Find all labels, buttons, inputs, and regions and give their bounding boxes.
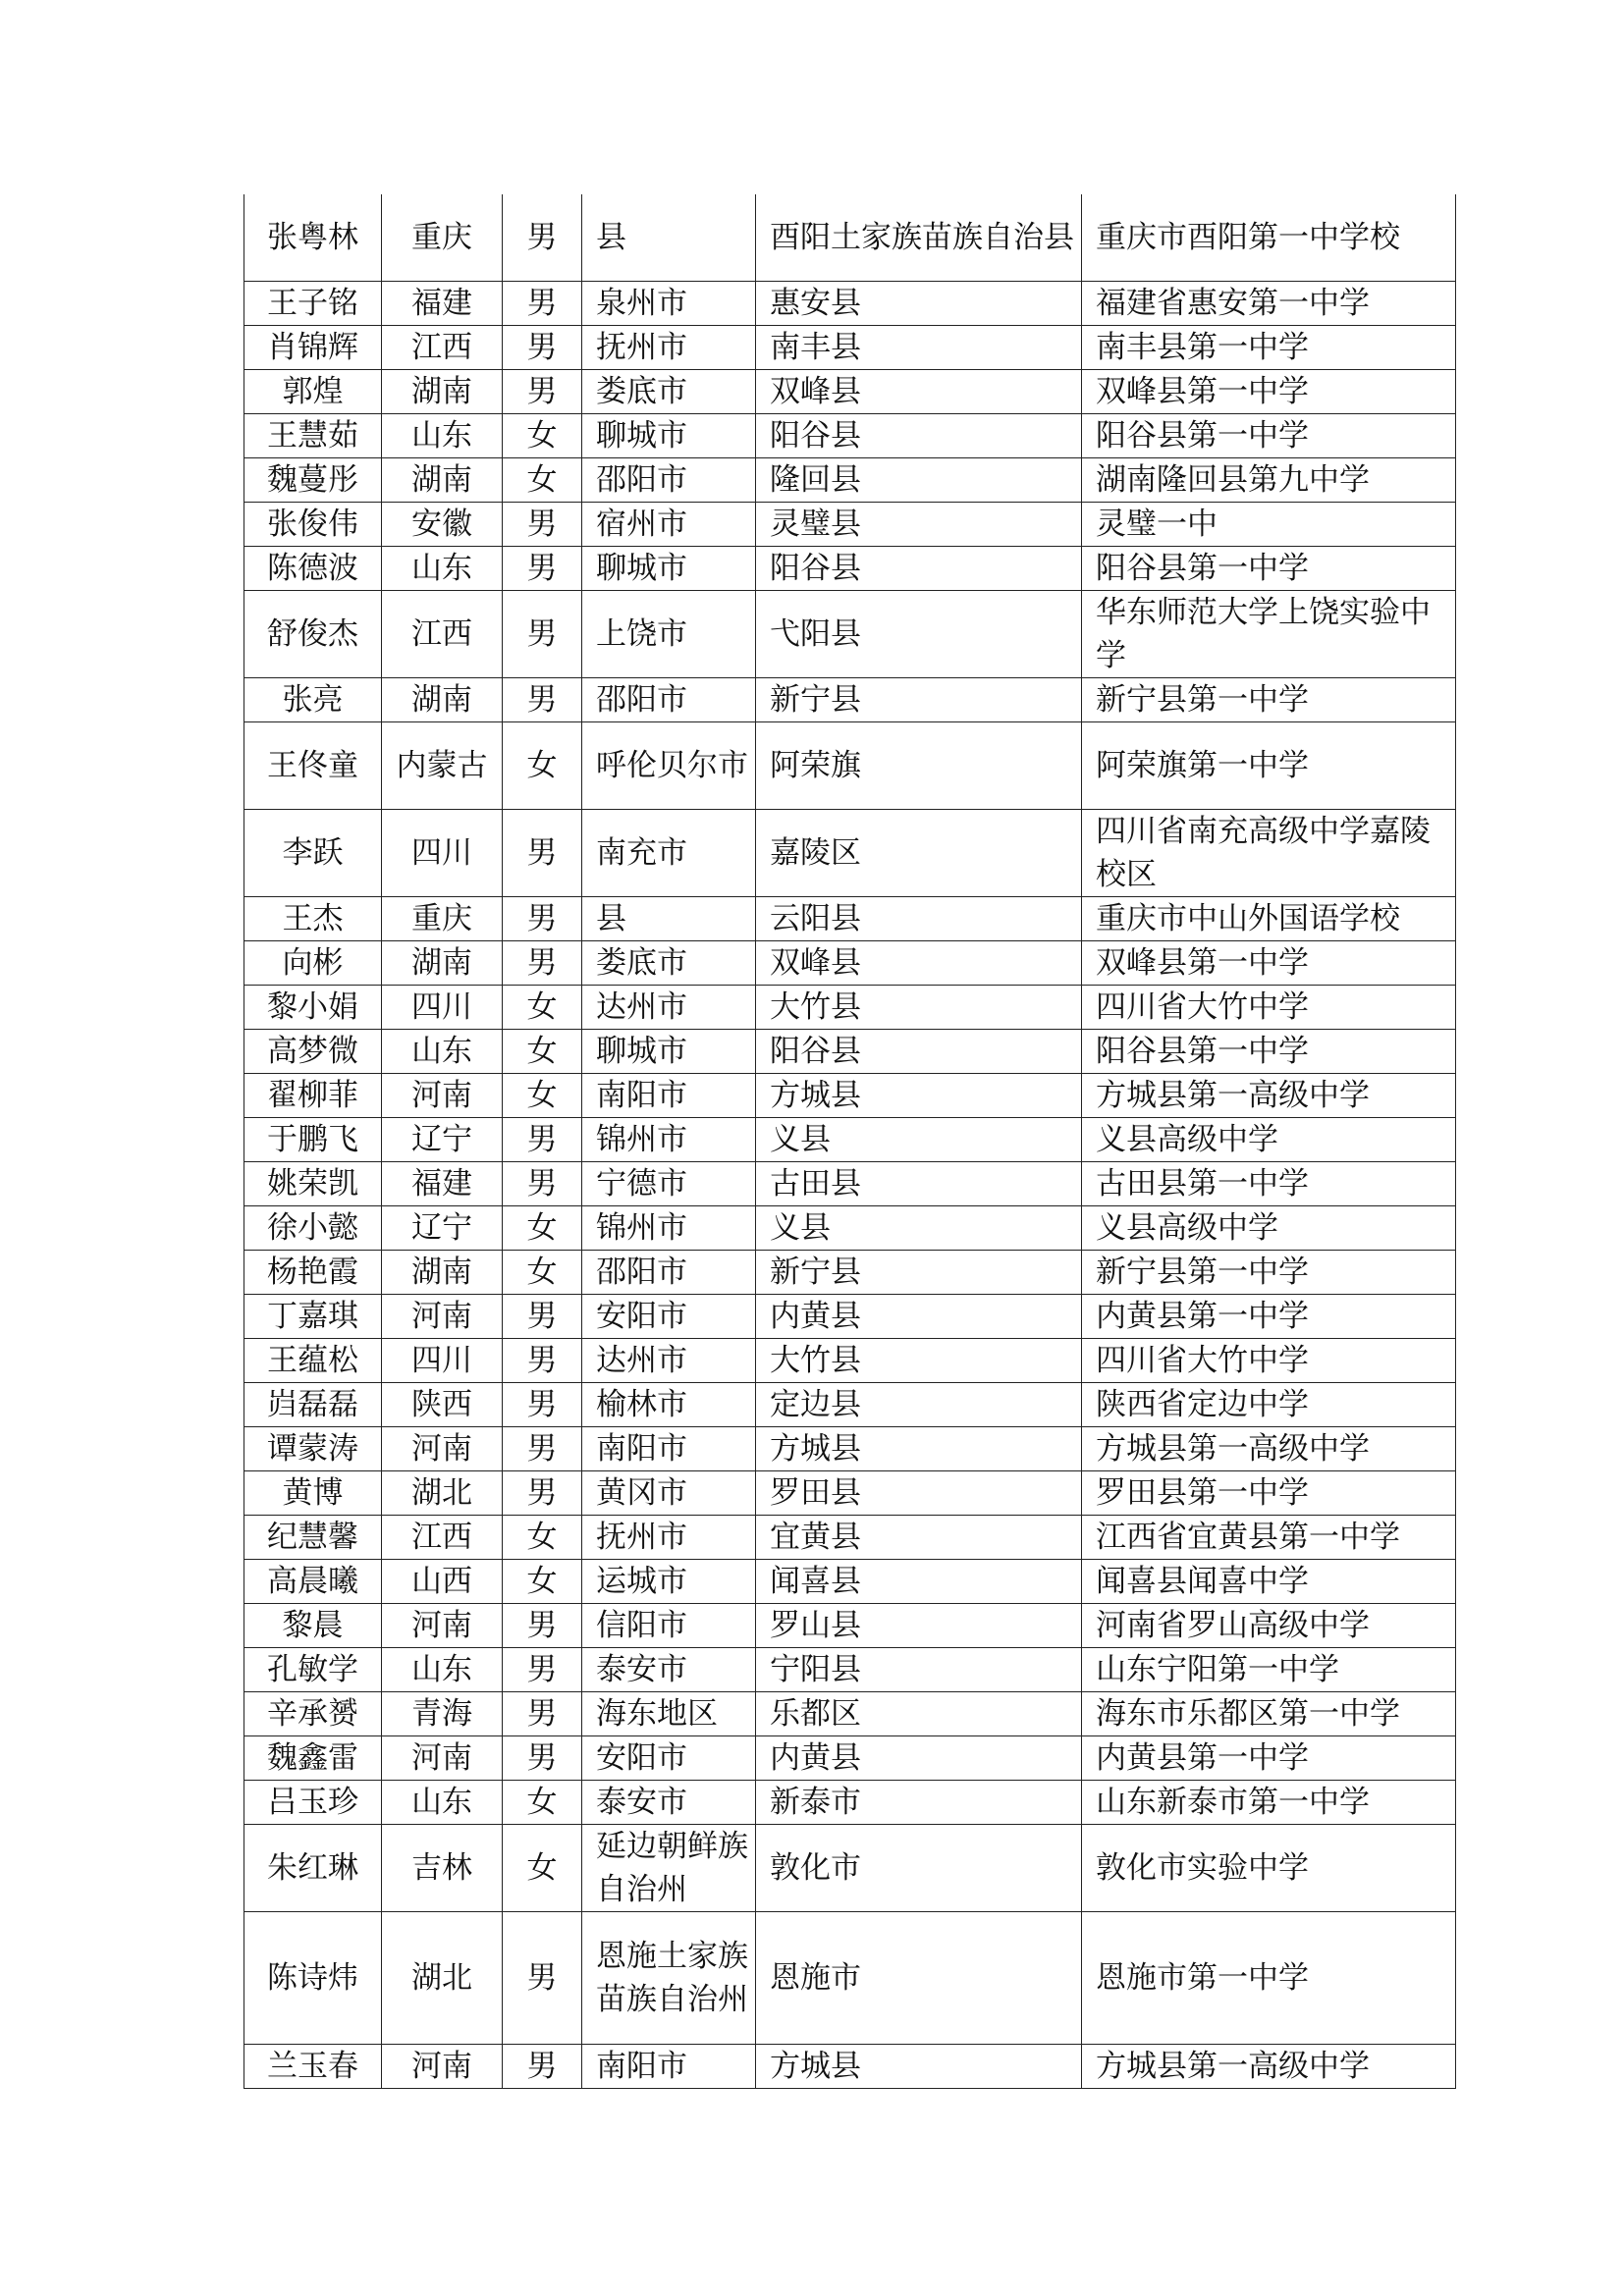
name-cell: 王子铭 [244, 282, 382, 326]
county-cell: 新泰市 [756, 1781, 1082, 1825]
county-cell: 阳谷县 [756, 547, 1082, 591]
school-cell: 阳谷县第一中学 [1082, 414, 1456, 458]
school-cell: 阳谷县第一中学 [1082, 1030, 1456, 1074]
city-cell: 邵阳市 [582, 678, 756, 722]
school-cell: 河南省罗山高级中学 [1082, 1604, 1456, 1648]
school-cell: 陕西省定边中学 [1082, 1383, 1456, 1427]
gender-cell: 男 [503, 678, 582, 722]
school-cell: 方城县第一高级中学 [1082, 2045, 1456, 2089]
county-cell: 恩施市 [756, 1912, 1082, 2045]
province-cell: 山东 [382, 1648, 503, 1692]
province-cell: 湖南 [382, 1251, 503, 1295]
table-row [244, 1912, 1456, 2045]
city-cell: 延边朝鲜族自治州 [582, 1825, 756, 1912]
province-cell: 安徽 [382, 503, 503, 547]
county-cell: 乐都区 [756, 1692, 1082, 1736]
name-cell: 杨艳霞 [244, 1251, 382, 1295]
gender-cell: 男 [503, 810, 582, 897]
gender-cell: 女 [503, 1074, 582, 1118]
name-cell: 郭煌 [244, 370, 382, 414]
gender-cell: 女 [503, 722, 582, 810]
province-cell: 吉林 [382, 1825, 503, 1912]
province-cell: 河南 [382, 1295, 503, 1339]
school-cell: 方城县第一高级中学 [1082, 1074, 1456, 1118]
school-cell: 内黄县第一中学 [1082, 1295, 1456, 1339]
table-row [244, 810, 1456, 897]
city-cell: 聊城市 [582, 414, 756, 458]
gender-cell: 女 [503, 414, 582, 458]
county-cell: 阳谷县 [756, 414, 1082, 458]
name-cell: 兰玉春 [244, 2045, 382, 2089]
name-cell: 黎小娟 [244, 986, 382, 1030]
province-cell: 青海 [382, 1692, 503, 1736]
name-cell: 谭蒙涛 [244, 1427, 382, 1471]
table-row [244, 1516, 1456, 1560]
gender-cell: 男 [503, 282, 582, 326]
table-row [244, 1251, 1456, 1295]
province-cell: 湖北 [382, 1471, 503, 1516]
school-cell: 重庆市中山外国语学校 [1082, 897, 1456, 941]
province-cell: 江西 [382, 591, 503, 678]
table-row [244, 1825, 1456, 1912]
gender-cell: 女 [503, 986, 582, 1030]
city-cell: 达州市 [582, 1339, 756, 1383]
county-cell: 闻喜县 [756, 1560, 1082, 1604]
name-cell: 陈德波 [244, 547, 382, 591]
county-cell: 双峰县 [756, 941, 1082, 986]
province-cell: 山西 [382, 1560, 503, 1604]
gender-cell: 男 [503, 1118, 582, 1162]
county-cell: 大竹县 [756, 1339, 1082, 1383]
name-cell: 王杰 [244, 897, 382, 941]
county-cell: 方城县 [756, 2045, 1082, 2089]
gender-cell: 男 [503, 897, 582, 941]
city-cell: 泰安市 [582, 1648, 756, 1692]
city-cell: 县 [582, 194, 756, 282]
city-cell: 信阳市 [582, 1604, 756, 1648]
table-row [244, 370, 1456, 414]
school-cell: 恩施市第一中学 [1082, 1912, 1456, 2045]
school-cell: 四川省大竹中学 [1082, 1339, 1456, 1383]
province-cell: 辽宁 [382, 1118, 503, 1162]
table-body [244, 194, 1456, 2089]
province-cell: 湖南 [382, 941, 503, 986]
table-row [244, 897, 1456, 941]
gender-cell: 男 [503, 194, 582, 282]
gender-cell: 男 [503, 503, 582, 547]
table-row [244, 1206, 1456, 1251]
gender-cell: 男 [503, 1912, 582, 2045]
school-cell: 阿荣旗第一中学 [1082, 722, 1456, 810]
name-cell: 向彬 [244, 941, 382, 986]
county-cell: 隆回县 [756, 458, 1082, 503]
gender-cell: 男 [503, 1383, 582, 1427]
table-row [244, 1648, 1456, 1692]
name-cell: 张俊伟 [244, 503, 382, 547]
table-row [244, 1604, 1456, 1648]
city-cell: 锦州市 [582, 1206, 756, 1251]
table-row [244, 1295, 1456, 1339]
table-row [244, 1383, 1456, 1427]
gender-cell: 男 [503, 1427, 582, 1471]
city-cell: 运城市 [582, 1560, 756, 1604]
name-cell: 丁嘉琪 [244, 1295, 382, 1339]
name-cell: 魏蔓彤 [244, 458, 382, 503]
province-cell: 山东 [382, 414, 503, 458]
province-cell: 江西 [382, 1516, 503, 1560]
name-cell: 魏鑫雷 [244, 1736, 382, 1781]
city-cell: 聊城市 [582, 547, 756, 591]
school-cell: 罗田县第一中学 [1082, 1471, 1456, 1516]
province-cell: 湖南 [382, 678, 503, 722]
name-cell: 辛承赟 [244, 1692, 382, 1736]
gender-cell: 男 [503, 591, 582, 678]
name-cell: 孔敏学 [244, 1648, 382, 1692]
province-cell: 江西 [382, 326, 503, 370]
county-cell: 宁阳县 [756, 1648, 1082, 1692]
county-cell: 阳谷县 [756, 1030, 1082, 1074]
county-cell: 定边县 [756, 1383, 1082, 1427]
gender-cell: 女 [503, 1030, 582, 1074]
school-cell: 山东新泰市第一中学 [1082, 1781, 1456, 1825]
city-cell: 宿州市 [582, 503, 756, 547]
name-cell: 朱红琳 [244, 1825, 382, 1912]
table-row [244, 1560, 1456, 1604]
name-cell: 徐小懿 [244, 1206, 382, 1251]
school-cell: 双峰县第一中学 [1082, 941, 1456, 986]
name-cell: 王蕴松 [244, 1339, 382, 1383]
gender-cell: 女 [503, 1206, 582, 1251]
gender-cell: 男 [503, 1471, 582, 1516]
county-cell: 南丰县 [756, 326, 1082, 370]
school-cell: 四川省南充高级中学嘉陵校区 [1082, 810, 1456, 897]
county-cell: 大竹县 [756, 986, 1082, 1030]
gender-cell: 女 [503, 1516, 582, 1560]
province-cell: 河南 [382, 1427, 503, 1471]
table-row [244, 2045, 1456, 2089]
table-row [244, 678, 1456, 722]
province-cell: 湖北 [382, 1912, 503, 2045]
table-row [244, 414, 1456, 458]
city-cell: 县 [582, 897, 756, 941]
table-row [244, 941, 1456, 986]
name-cell: 高梦微 [244, 1030, 382, 1074]
province-cell: 河南 [382, 1736, 503, 1781]
table-row [244, 722, 1456, 810]
school-cell: 四川省大竹中学 [1082, 986, 1456, 1030]
county-cell: 阿荣旗 [756, 722, 1082, 810]
table-row [244, 503, 1456, 547]
province-cell: 内蒙古 [382, 722, 503, 810]
table-row [244, 1162, 1456, 1206]
table-row [244, 1074, 1456, 1118]
name-cell: 吕玉珍 [244, 1781, 382, 1825]
name-cell: 舒俊杰 [244, 591, 382, 678]
table-row [244, 1427, 1456, 1471]
table-row [244, 1339, 1456, 1383]
table-row [244, 1781, 1456, 1825]
school-cell: 重庆市酉阳第一中学校 [1082, 194, 1456, 282]
county-cell: 弋阳县 [756, 591, 1082, 678]
city-cell: 泰安市 [582, 1781, 756, 1825]
gender-cell: 女 [503, 1560, 582, 1604]
city-cell: 安阳市 [582, 1736, 756, 1781]
name-cell: 黄博 [244, 1471, 382, 1516]
name-cell: 岿磊磊 [244, 1383, 382, 1427]
province-cell: 河南 [382, 2045, 503, 2089]
school-cell: 古田县第一中学 [1082, 1162, 1456, 1206]
name-cell: 王慧茹 [244, 414, 382, 458]
province-cell: 重庆 [382, 897, 503, 941]
county-cell: 云阳县 [756, 897, 1082, 941]
county-cell: 内黄县 [756, 1736, 1082, 1781]
county-cell: 古田县 [756, 1162, 1082, 1206]
table-row [244, 458, 1456, 503]
county-cell: 双峰县 [756, 370, 1082, 414]
school-cell: 南丰县第一中学 [1082, 326, 1456, 370]
city-cell: 宁德市 [582, 1162, 756, 1206]
city-cell: 娄底市 [582, 941, 756, 986]
name-cell: 高晨曦 [244, 1560, 382, 1604]
school-cell: 义县高级中学 [1082, 1118, 1456, 1162]
school-cell: 新宁县第一中学 [1082, 678, 1456, 722]
table-row [244, 194, 1456, 282]
table-row [244, 1736, 1456, 1781]
county-cell: 方城县 [756, 1427, 1082, 1471]
province-cell: 湖南 [382, 458, 503, 503]
name-cell: 陈诗炜 [244, 1912, 382, 2045]
name-cell: 李跃 [244, 810, 382, 897]
province-cell: 四川 [382, 810, 503, 897]
table-row [244, 986, 1456, 1030]
school-cell: 华东师范大学上饶实验中学 [1082, 591, 1456, 678]
county-cell: 新宁县 [756, 678, 1082, 722]
county-cell: 方城县 [756, 1074, 1082, 1118]
province-cell: 河南 [382, 1604, 503, 1648]
county-cell: 灵璧县 [756, 503, 1082, 547]
school-cell: 湖南隆回县第九中学 [1082, 458, 1456, 503]
gender-cell: 男 [503, 2045, 582, 2089]
city-cell: 邵阳市 [582, 458, 756, 503]
province-cell: 四川 [382, 986, 503, 1030]
county-cell: 义县 [756, 1206, 1082, 1251]
city-cell: 抚州市 [582, 326, 756, 370]
name-cell: 张粤林 [244, 194, 382, 282]
city-cell: 南充市 [582, 810, 756, 897]
name-cell: 黎晨 [244, 1604, 382, 1648]
county-cell: 新宁县 [756, 1251, 1082, 1295]
gender-cell: 男 [503, 370, 582, 414]
county-cell: 内黄县 [756, 1295, 1082, 1339]
gender-cell: 女 [503, 1251, 582, 1295]
county-cell: 宜黄县 [756, 1516, 1082, 1560]
city-cell: 锦州市 [582, 1118, 756, 1162]
school-cell: 山东宁阳第一中学 [1082, 1648, 1456, 1692]
name-cell: 姚荣凯 [244, 1162, 382, 1206]
province-cell: 湖南 [382, 370, 503, 414]
table-row [244, 1692, 1456, 1736]
name-cell: 肖锦辉 [244, 326, 382, 370]
city-cell: 海东地区 [582, 1692, 756, 1736]
table-row [244, 1471, 1456, 1516]
city-cell: 恩施土家族苗族自治州 [582, 1912, 756, 2045]
province-cell: 山东 [382, 547, 503, 591]
gender-cell: 男 [503, 547, 582, 591]
city-cell: 榆林市 [582, 1383, 756, 1427]
school-cell: 敦化市实验中学 [1082, 1825, 1456, 1912]
table-row [244, 547, 1456, 591]
school-cell: 阳谷县第一中学 [1082, 547, 1456, 591]
county-cell: 敦化市 [756, 1825, 1082, 1912]
school-cell: 义县高级中学 [1082, 1206, 1456, 1251]
gender-cell: 男 [503, 941, 582, 986]
city-cell: 安阳市 [582, 1295, 756, 1339]
gender-cell: 男 [503, 1736, 582, 1781]
school-cell: 海东市乐都区第一中学 [1082, 1692, 1456, 1736]
county-cell: 义县 [756, 1118, 1082, 1162]
gender-cell: 男 [503, 1162, 582, 1206]
city-cell: 达州市 [582, 986, 756, 1030]
county-cell: 嘉陵区 [756, 810, 1082, 897]
name-cell: 张亮 [244, 678, 382, 722]
school-cell: 福建省惠安第一中学 [1082, 282, 1456, 326]
gender-cell: 男 [503, 1604, 582, 1648]
city-cell: 邵阳市 [582, 1251, 756, 1295]
gender-cell: 男 [503, 1339, 582, 1383]
gender-cell: 男 [503, 1648, 582, 1692]
table-row [244, 326, 1456, 370]
city-cell: 聊城市 [582, 1030, 756, 1074]
county-cell: 惠安县 [756, 282, 1082, 326]
table-row [244, 282, 1456, 326]
school-cell: 双峰县第一中学 [1082, 370, 1456, 414]
province-cell: 山东 [382, 1030, 503, 1074]
county-cell: 罗山县 [756, 1604, 1082, 1648]
table-row [244, 591, 1456, 678]
province-cell: 陕西 [382, 1383, 503, 1427]
school-cell: 闻喜县闻喜中学 [1082, 1560, 1456, 1604]
gender-cell: 女 [503, 1825, 582, 1912]
city-cell: 泉州市 [582, 282, 756, 326]
province-cell: 四川 [382, 1339, 503, 1383]
province-cell: 河南 [382, 1074, 503, 1118]
school-cell: 方城县第一高级中学 [1082, 1427, 1456, 1471]
name-cell: 翟柳菲 [244, 1074, 382, 1118]
gender-cell: 男 [503, 1692, 582, 1736]
city-cell: 上饶市 [582, 591, 756, 678]
name-cell: 于鹏飞 [244, 1118, 382, 1162]
city-cell: 娄底市 [582, 370, 756, 414]
gender-cell: 男 [503, 326, 582, 370]
school-cell: 江西省宜黄县第一中学 [1082, 1516, 1456, 1560]
school-cell: 新宁县第一中学 [1082, 1251, 1456, 1295]
city-cell: 呼伦贝尔市 [582, 722, 756, 810]
gender-cell: 女 [503, 1781, 582, 1825]
county-cell: 酉阳土家族苗族自治县 [756, 194, 1082, 282]
name-cell: 王佟童 [244, 722, 382, 810]
province-cell: 福建 [382, 282, 503, 326]
school-cell: 内黄县第一中学 [1082, 1736, 1456, 1781]
city-cell: 南阳市 [582, 2045, 756, 2089]
school-cell: 灵璧一中 [1082, 503, 1456, 547]
province-cell: 重庆 [382, 194, 503, 282]
city-cell: 南阳市 [582, 1074, 756, 1118]
province-cell: 辽宁 [382, 1206, 503, 1251]
city-cell: 黄冈市 [582, 1471, 756, 1516]
city-cell: 抚州市 [582, 1516, 756, 1560]
student-list-table [244, 194, 1456, 2089]
city-cell: 南阳市 [582, 1427, 756, 1471]
province-cell: 山东 [382, 1781, 503, 1825]
table-row [244, 1030, 1456, 1074]
county-cell: 罗田县 [756, 1471, 1082, 1516]
province-cell: 福建 [382, 1162, 503, 1206]
gender-cell: 女 [503, 458, 582, 503]
table-row [244, 1118, 1456, 1162]
name-cell: 纪慧馨 [244, 1516, 382, 1560]
gender-cell: 男 [503, 1295, 582, 1339]
